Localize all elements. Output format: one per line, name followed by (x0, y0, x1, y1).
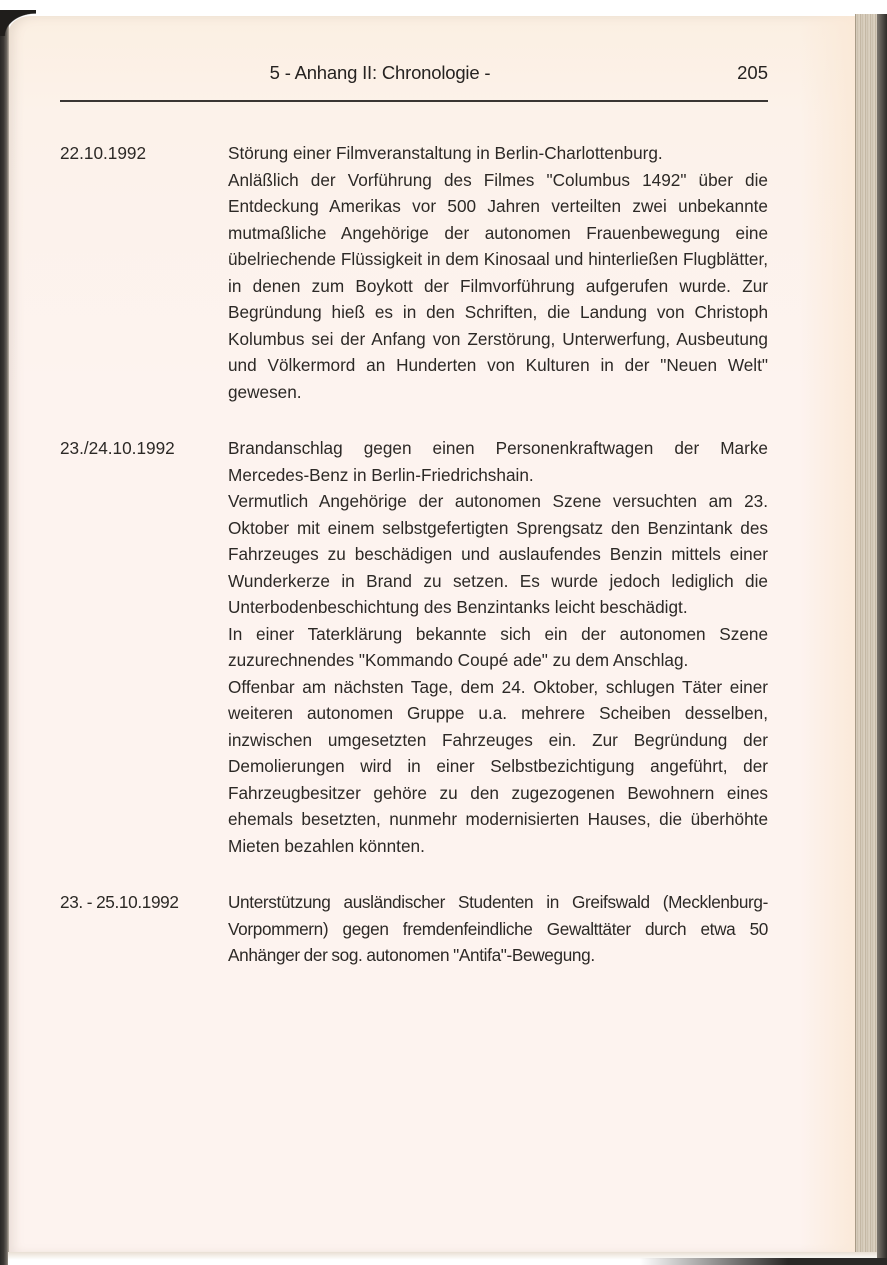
entry-text (228, 140, 768, 405)
entry-heading: Unterstützung ausländischer Studenten in Greifswald (Mecklenburg-Vorpommern) gegen fremdenfeindliche Gewalttäter durch etwa 50 Anhänger der sog. autonomen "Antifa"-Bewegung. (228, 892, 768, 965)
entry-paragraph: In einer Taterklärung bekannte sich ein der autonomen Szene zuzurechnendes "Kommando Coupé ade" zu dem Anschlag. (228, 623, 768, 670)
page-gutter-shade (800, 16, 856, 1254)
page-number: 205 (737, 62, 768, 83)
book-spine-left (0, 12, 9, 1265)
book-cover-bottom (640, 1258, 887, 1265)
entry-text (228, 889, 768, 969)
chronology-entry (60, 435, 768, 859)
entry-heading: Störung einer Filmveranstaltung in Berlin-Charlottenburg. (228, 143, 663, 163)
chronology-entry (60, 140, 768, 405)
entry-paragraph: Anläßlich der Vorführung des Filmes "Columbus 1492" über die Entdeckung Amerikas vor 500 Jahren verteilten zwei unbekannte mutmaßliche Angehörige der autonomen Frauenbewegung eine übelriechende Flüssigkeit in dem Kinosaal und hinterließen Flugblätter, in denen zum Boykott der Filmvorführung aufgerufen wurde. Zur Begründung hieß es in den Schriften, die Landung von Christoph Kolumbus sei der Anfang von Zerstörung, Unterwerfung, Ausbeutung und Völkermord an Hunderten von Kulturen in der "Neuen Welt" gewesen. (228, 169, 768, 402)
book-cover-right (877, 14, 887, 1265)
header-divider (60, 100, 768, 102)
entry-date: 23. - 25.10.1992 (60, 892, 179, 912)
entry-heading: Brandanschlag gegen einen Personenkraftwagen der Marke Mercedes-Benz in Berlin-Friedrichshain. (228, 438, 768, 485)
entry-text (228, 435, 768, 859)
chronology-list (60, 140, 768, 999)
entry-date: 22.10.1992 (60, 143, 147, 163)
book-corner-shadow (0, 10, 36, 36)
entry-date: 23./24.10.1992 (60, 438, 175, 458)
page-edges-stack (855, 14, 878, 1254)
chronology-entry (60, 889, 768, 969)
running-header (60, 62, 768, 86)
entry-paragraph: Vermutlich Angehörige der autonomen Szene versuchten am 23. Oktober mit einem selbstgefertigten Sprengsatz den Benzintank des Fahrzeuges zu beschädigen und auslaufendes Benzin mittels einer Wunderkerze in Brand zu setzen. Es wurde jedoch lediglich die Unterbodenbeschichtung des Benzintanks leicht beschädigt. (228, 491, 768, 617)
chapter-title: 5 - Anhang II: Chronologie - (269, 62, 491, 83)
entry-paragraph: Offenbar am nächsten Tage, dem 24. Oktober, schlugen Täter einer weiteren autonomen Gruppe u.a. mehrere Scheiben desselben, inzwischen umgesetzten Fahrzeuges ein. Zur Begründung der Demolierungen wird in einer Selbstbezichtigung angeführt, der Fahrzeugbesitzer gehöre zu den zugezogenen Bewohnern eines ehemals besetzten, nunmehr modernisierten Hauses, die überhöhte Mieten bezahlen könnten. (228, 676, 768, 856)
